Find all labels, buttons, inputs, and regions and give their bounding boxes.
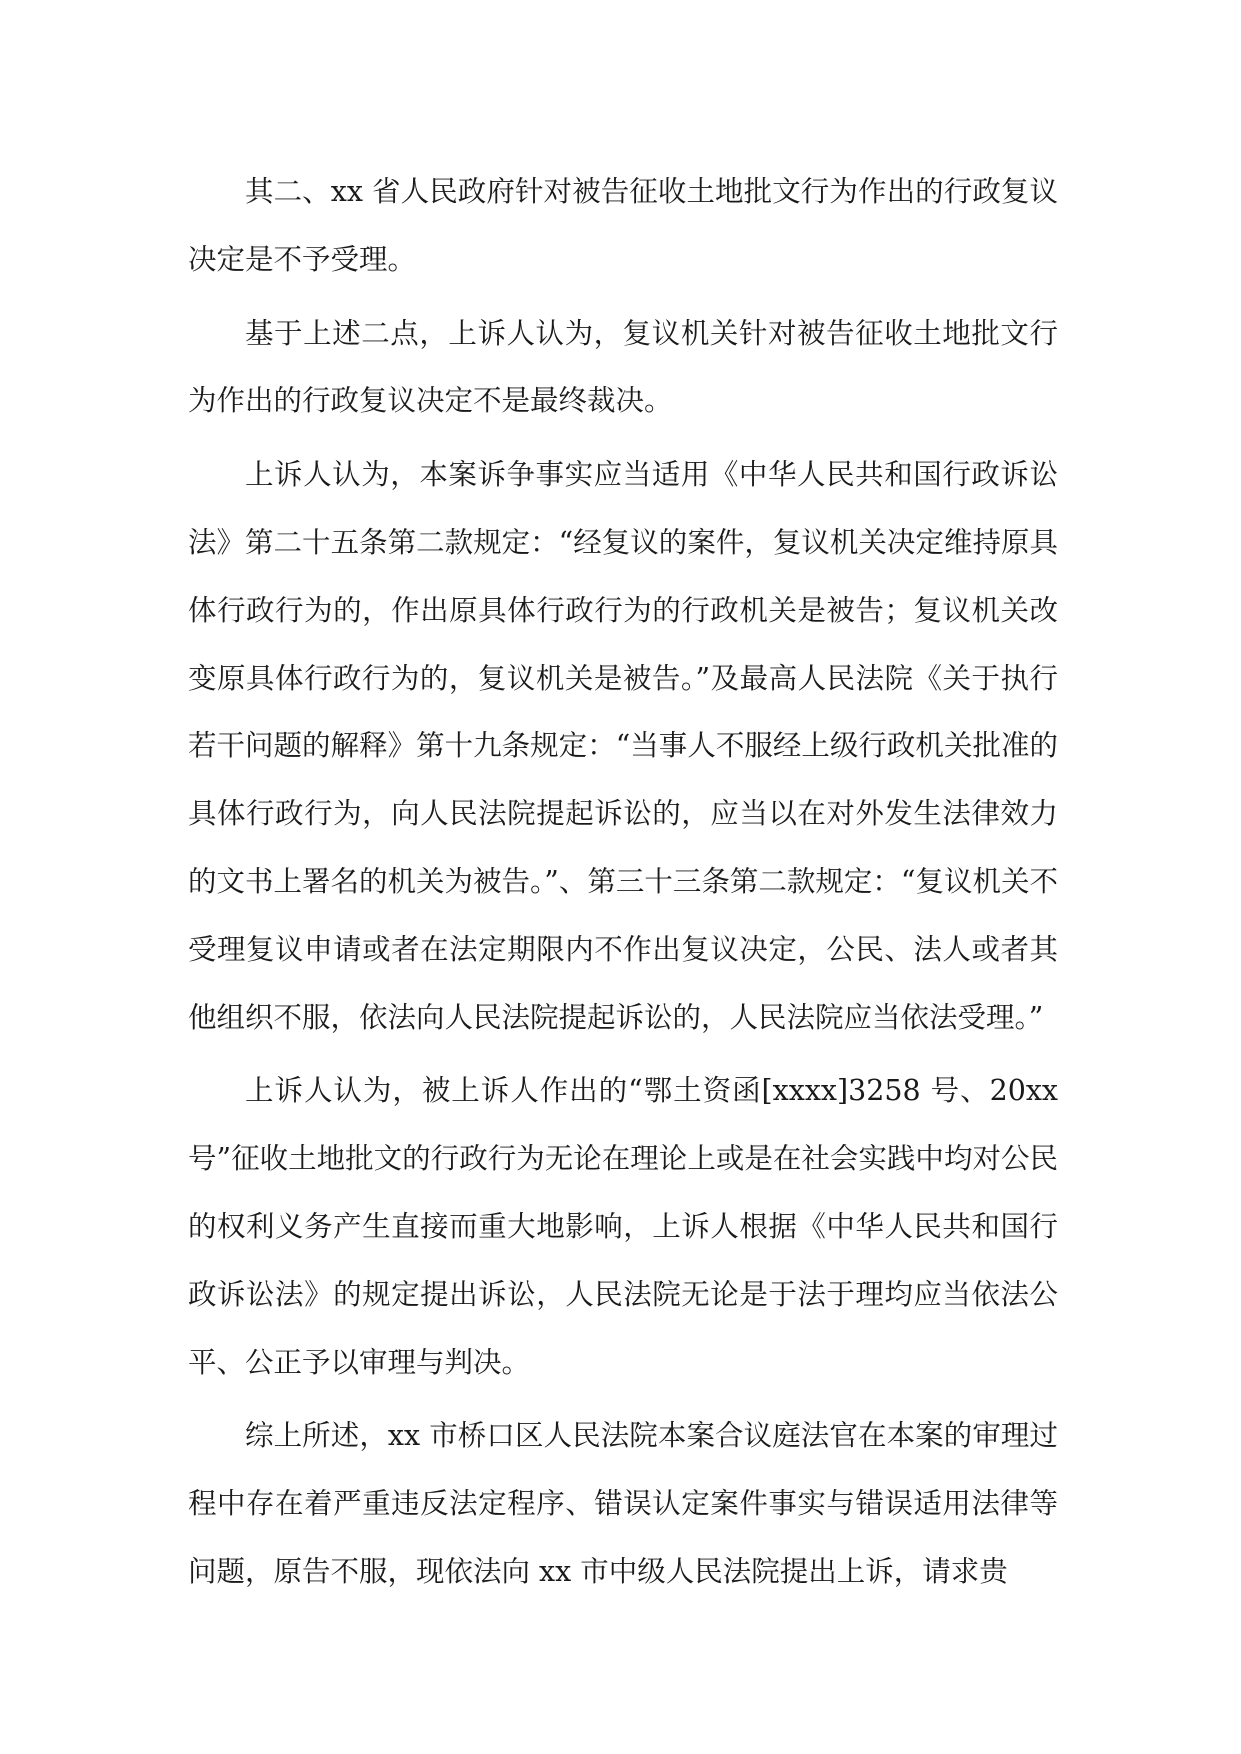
paragraph-applicable-law: 上诉人认为，本案诉争事实应当适用《中华人民共和国行政诉讼法》第二十五条第二款规定：“经复议的案件，复议机关决定维持原具体行政行为的，作出原具体行政行为的行政机关是被告；复议机关改变原具体行政行为的，复议机关是被告。”及最高人民法院《关于执行若干问题的解释》第十九条规定：“当事人不服经上级行政机关批准的具体行政行为，向人民法院提起诉讼的，应当以在对外发生法律效力的文书上署名的机关为被告。”、第三十三条第二款规定：“复议机关不受理复议申请或者在法定期限内不作出复议决定，公民、法人或者其他组织不服，依法向人民法院提起诉讼的，人民法院应当依法受理。” (188, 458, 1058, 1034)
document-body (188, 158, 1058, 1612)
paragraph-conclusion: 综上所述，xx 市桥口区人民法院本案合议庭法官在本案的审理过程中存在着严重违反法定程序、错误认定案件事实与错误适用法律等问题，原告不服，现依法向 xx 市中级人民法院提出上诉，请求贵 (188, 1419, 1058, 1588)
paragraph-not-final-ruling: 基于上述二点，上诉人认为，复议机关针对被告征收土地批文行为作出的行政复议决定不是最终裁决。 (188, 316, 1058, 418)
paragraph-land-approval-impact: 上诉人认为，被上诉人作出的“鄂土资函[xxxx]3258 号、20xx 号”征收土地批文的行政行为无论在理论上或是在社会实践中均对公民的权利义务产生直接而重大地影响，上诉人根据《中华人民共和国行政诉讼法》的规定提出诉讼，人民法院无论是于法于理均应当依法公平、公正予以审理与判决。 (188, 1074, 1058, 1379)
paragraph-reconsideration-rejected: 其二、xx 省人民政府针对被告征收土地批文行为作出的行政复议决定是不予受理。 (188, 175, 1058, 276)
